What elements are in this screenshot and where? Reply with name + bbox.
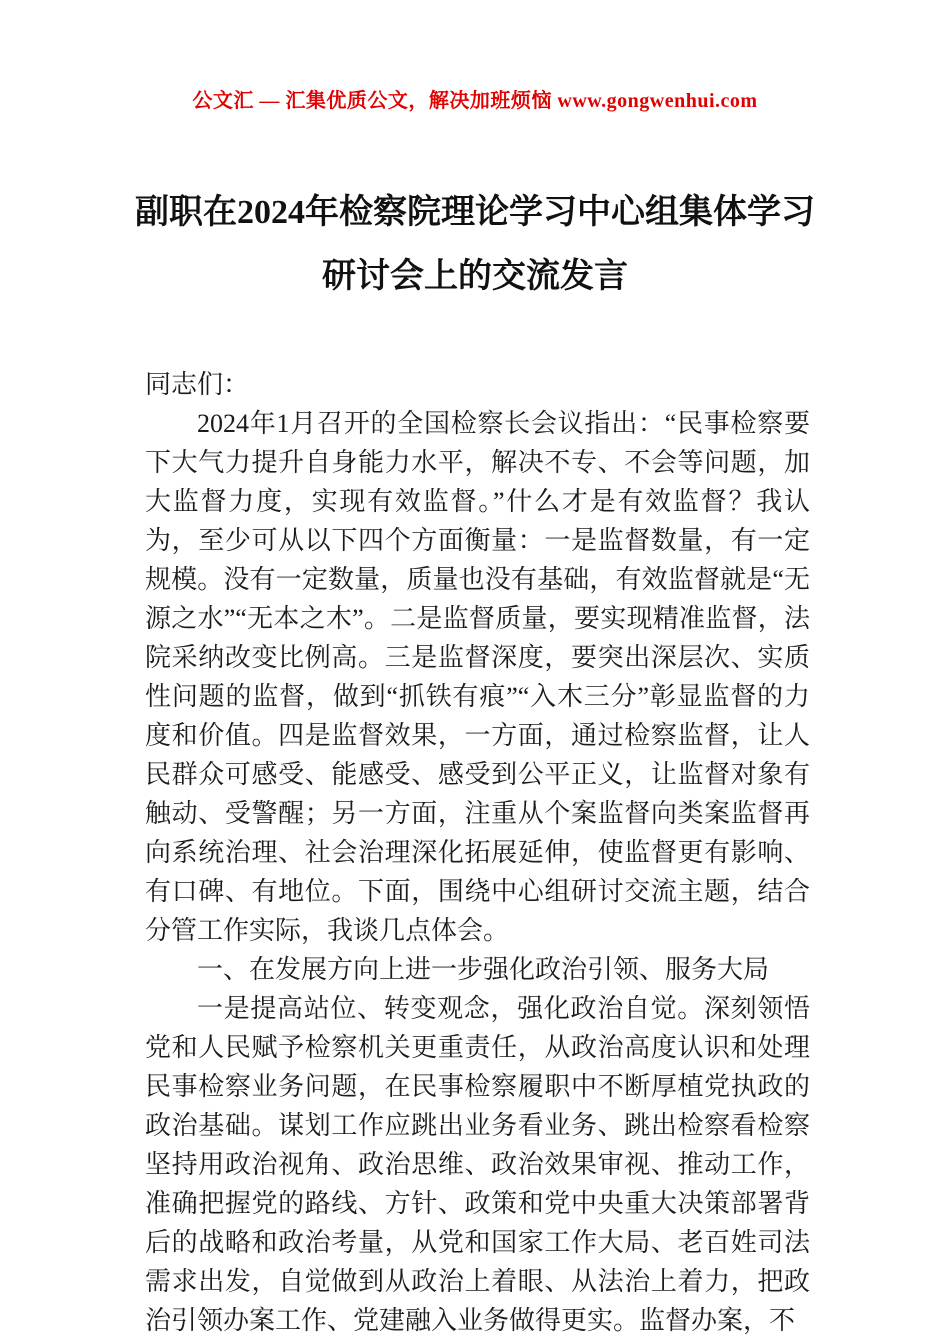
body-paragraph: 2024年1月召开的全国检察长会议指出：“民事检察要下大气力提升自身能力水平，解决不专、不会等问题，加大监督力度，实现有效监督。”什么才是有效监督？我认为，至少可从以下四个方面衡量：一是监督数量，有一定规模。没有一定数量，质量也没有基础，有效监督就是“无源之水”“无本之木”。二是监督质量，要实现精准监督，法院采纳改变比例高。三是监督深度，要突出深层次、实质性问题的监督，做到“抓铁有痕”“入木三分”彰显监督的力度和价值。四是监督效果，一方面，通过检察监督，让人民群众可感受、能感受、感受到公平正义，让监督对象有触动、受警醒；另一方面，注重从个案监督向类案监督再向系统治理、社会治理深化拓展延伸，使监督更有影响、有口碑、有地位。下面，围绕中心组研讨交流主题，结合分管工作实际，我谈几点体会。 xyxy=(145,409,810,945)
document-title: 副职在2024年检察院理论学习中心组集体学习研讨会上的交流发言 xyxy=(135,194,815,295)
body-paragraph: 一是提高站位、转变观念，强化政治自觉。深刻领悟党和人民赋予检察机关更重责任，从政治高度认识和处理民事检察业务问题，在民事检察履职中不断厚植党执政的政治基础。谋划工作应跳出业务看业务、跳出检察看检察坚持用政治视角、政治思维、政治效果审视、推动工作，准确把握党的路线、方针、政策和党中央重大决策部署背后的战略和政治考量，从党和国家工作大局、老百姓司法需求出发，自觉做到从政治上着眼、从法治上着力，把政治引领办案工作、党建融入业务做得更实。监督办案，不 xyxy=(145,994,810,1335)
site-banner: 公文汇 — 汇集优质公文，解决加班烦恼 www.gongwenhui.com xyxy=(192,90,758,112)
section-heading: 一、在发展方向上进一步强化政治引领、服务大局 xyxy=(197,955,770,984)
salutation: 同志们： xyxy=(145,370,250,399)
document-body xyxy=(145,365,810,1340)
